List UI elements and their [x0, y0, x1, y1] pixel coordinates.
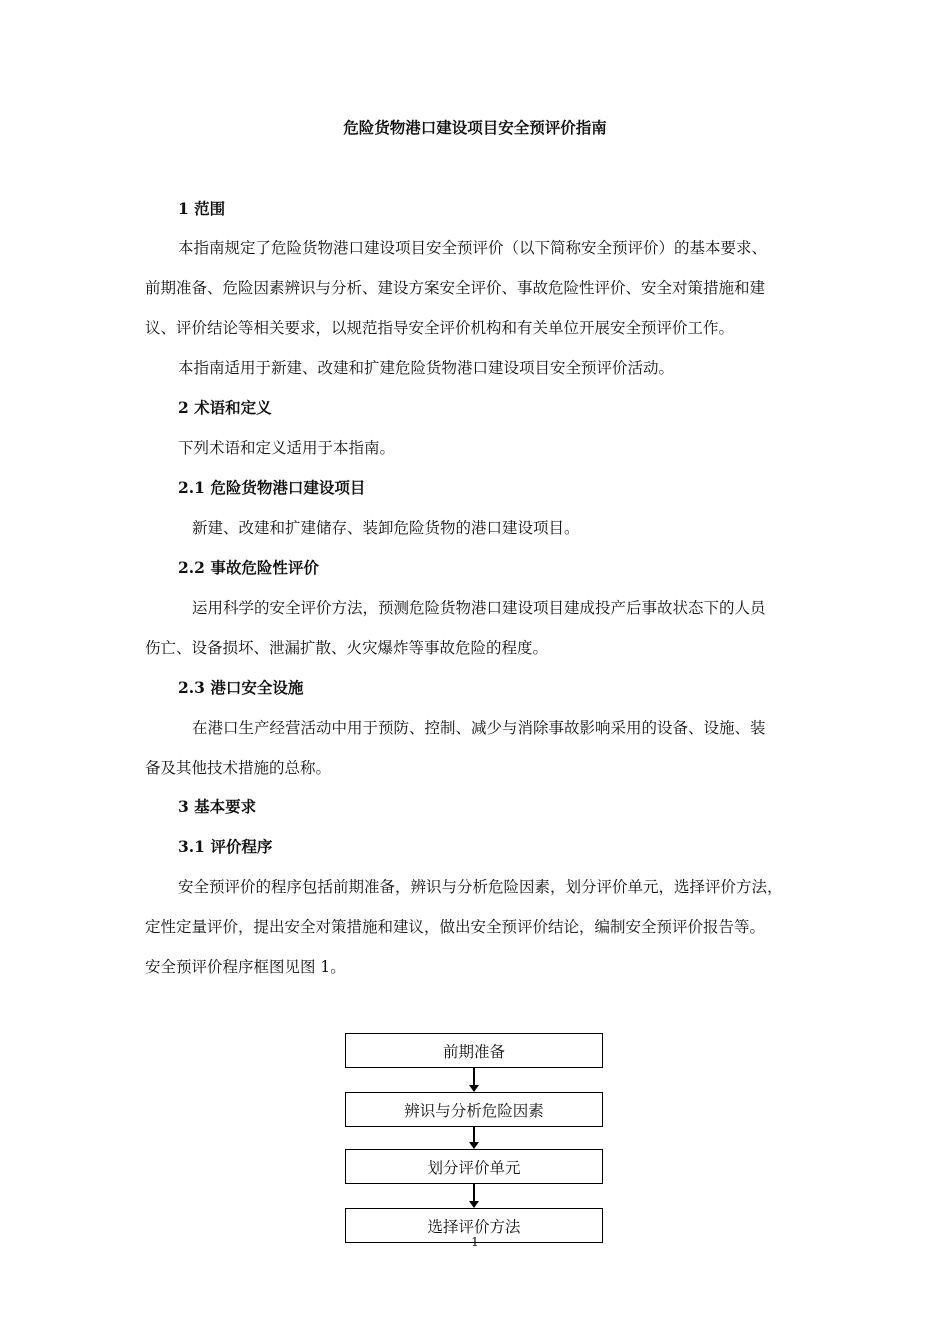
flowchart-step: 前期准备 — [345, 1033, 603, 1068]
section-heading: 2.1 危险货物港口建设项目 — [178, 478, 366, 497]
flowchart-arrow — [473, 1127, 475, 1148]
flowchart-step: 划分评价单元 — [345, 1149, 603, 1184]
body-line: 在港口生产经营活动中用于预防、控制、减少与消除事故影响采用的设备、设施、装 — [192, 719, 766, 737]
body-line: 本指南规定了危险货物港口建设项目安全预评价（以下简称安全预评价）的基本要求、 — [178, 239, 768, 257]
section-heading: 2 术语和定义 — [178, 398, 272, 417]
flowchart-arrow — [473, 1068, 475, 1091]
document-title: 危险货物港口建设项目安全预评价指南 — [343, 118, 607, 137]
flowchart-arrow — [473, 1184, 475, 1207]
body-line: 新建、改建和扩建储存、装卸危险货物的港口建设项目。 — [192, 519, 580, 537]
body-line: 伤亡、设备损坏、泄漏扩散、火灾爆炸等事故危险的程度。 — [145, 639, 549, 657]
body-line: 安全预评价的程序包括前期准备，辨识与分析危险因素，划分评价单元，选择评价方法， — [178, 878, 783, 896]
body-line: 前期准备、危险因素辨识与分析、建设方案安全评价、事故危险性评价、安全对策措施和建 — [145, 279, 766, 297]
section-heading: 1 范围 — [178, 199, 226, 218]
page-number: 1 — [471, 1235, 479, 1249]
body-line: 定性定量评价，提出安全对策措施和建议，做出安全预评价结论，编制安全预评价报告等。 — [145, 918, 766, 936]
section-heading: 3.1 评价程序 — [178, 837, 273, 856]
flowchart-step: 辨识与分析危险因素 — [345, 1092, 603, 1127]
body-line: 本指南适用于新建、改建和扩建危险货物港口建设项目安全预评价活动。 — [178, 359, 675, 377]
section-heading: 2.3 港口安全设施 — [178, 678, 304, 697]
body-line: 备及其他技术措施的总称。 — [145, 759, 332, 777]
section-heading: 2.2 事故危险性评价 — [178, 558, 319, 577]
body-line: 议、评价结论等相关要求，以规范指导安全评价机构和有关单位开展安全预评价工作。 — [145, 319, 735, 337]
body-line: 下列术语和定义适用于本指南。 — [178, 439, 396, 457]
section-heading: 3 基本要求 — [178, 797, 257, 816]
body-line: 运用科学的安全评价方法，预测危险货物港口建设项目建成投产后事故状态下的人员 — [192, 599, 766, 617]
body-line: 安全预评价程序框图见图 1。 — [145, 958, 346, 976]
flowchart-step: 选择评价方法 — [345, 1208, 603, 1243]
